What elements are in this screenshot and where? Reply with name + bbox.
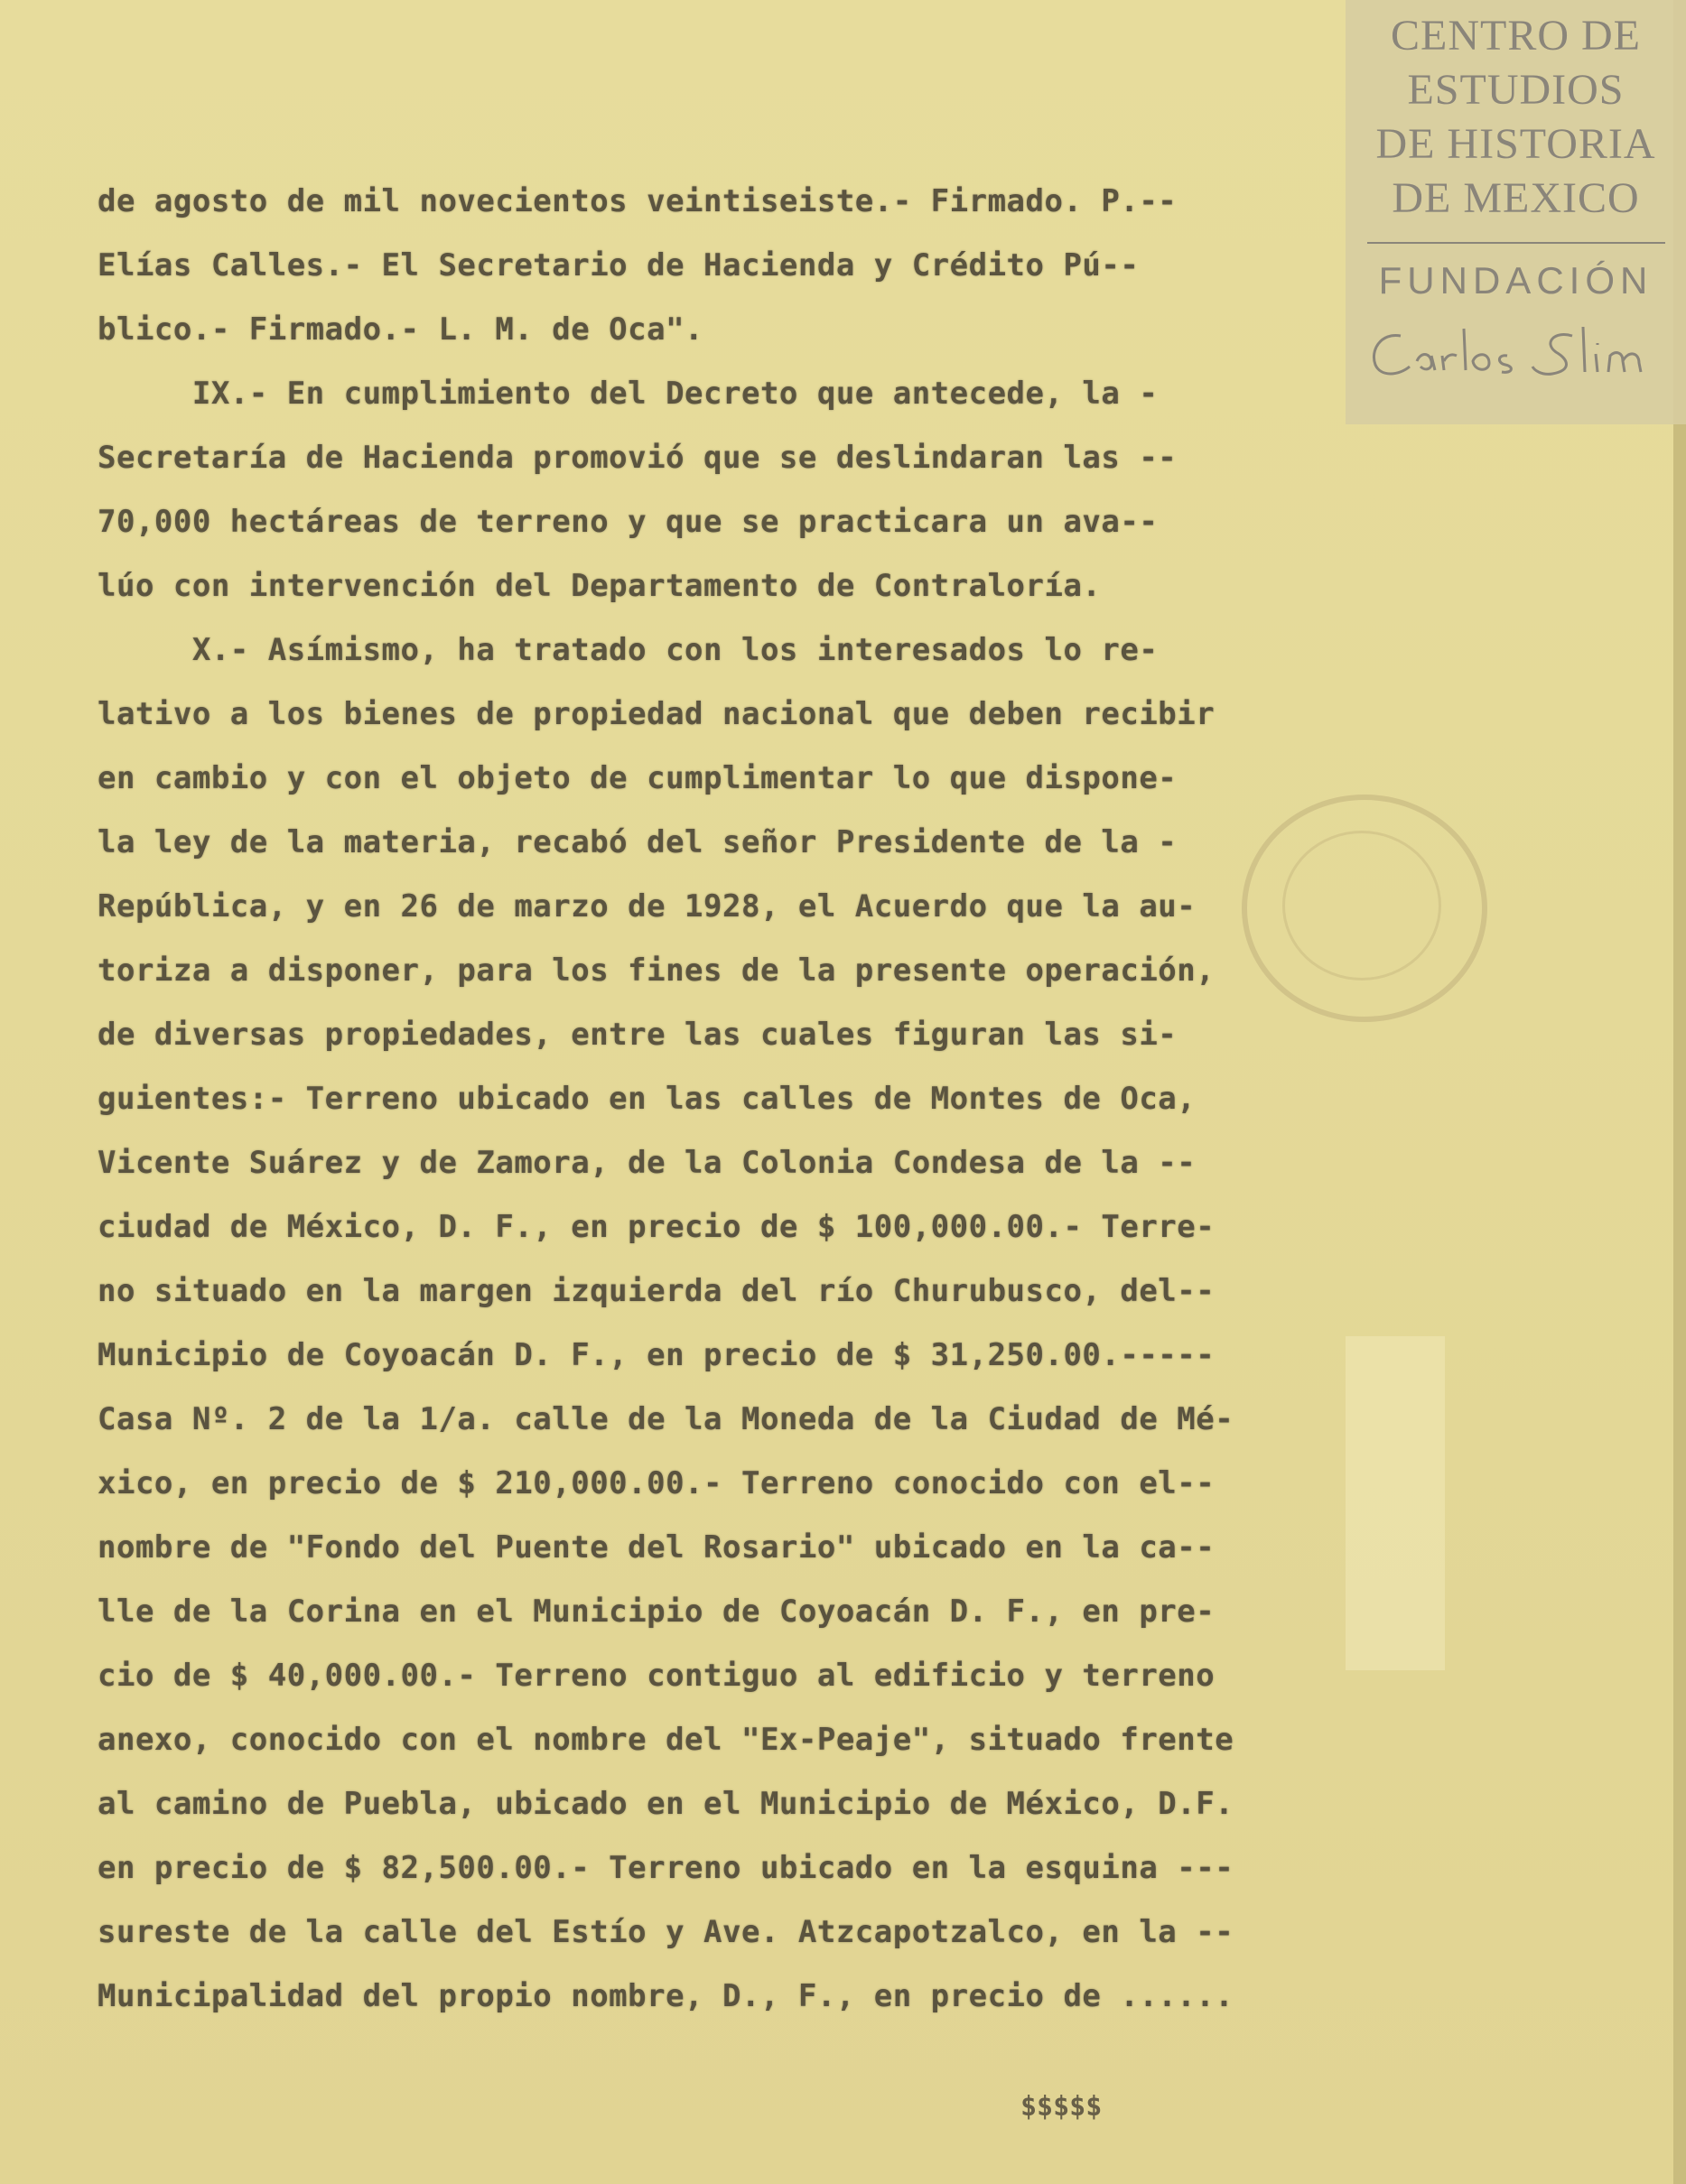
text-line: Secretaría de Hacienda promovió que se deslindaran las --	[98, 440, 1178, 476]
text-line: lle de la Corina en el Municipio de Coyoacán D. F., en pre-	[98, 1594, 1216, 1630]
text-line: Municipio de Coyoacán D. F., en precio de $ 31,250.00.-----	[98, 1337, 1216, 1373]
stamp-bleed-through-inner	[1282, 831, 1441, 980]
text-line: en precio de $ 82,500.00.- Terreno ubicado en la esquina ---	[98, 1850, 1234, 1886]
text-line: al camino de Puebla, ubicado en el Municipio de México, D.F.	[98, 1786, 1234, 1822]
typed-body-text	[98, 170, 1281, 2029]
text-line: no situado en la margen izquierda del río Churubusco, del--	[98, 1273, 1216, 1309]
text-line: Vicente Suárez y de Zamora, de la Colonia Condesa de la --	[98, 1145, 1197, 1181]
text-line: blico.- Firmado.- L. M. de Oca".	[98, 311, 704, 348]
text-line: de agosto de mil novecientos veintiseiste.- Firmado. P.--	[98, 183, 1178, 219]
text-line: Elías Calles.- El Secretario de Hacienda y Crédito Pú--	[98, 247, 1140, 283]
text-line: xico, en precio de $ 210,000.00.- Terreno conocido con el--	[98, 1465, 1216, 1501]
text-line: la ley de la materia, recabó del señor Presidente de la -	[98, 824, 1178, 860]
text-line: cio de $ 40,000.00.- Terreno contiguo al edificio y terreno	[98, 1658, 1216, 1694]
watermark-signature-logo	[1346, 316, 1686, 393]
archive-watermark	[1346, 0, 1686, 424]
watermark-line: ESTUDIOS	[1407, 66, 1625, 114]
watermark-foundation: FUNDACIÓN	[1378, 259, 1653, 302]
text-line: en cambio y con el objeto de cumplimentar lo que dispone-	[98, 760, 1178, 796]
text-line: lúo con intervención del Departamento de Contraloría.	[98, 568, 1102, 604]
text-line: guientes:- Terreno ubicado en las calles de Montes de Oca,	[98, 1081, 1197, 1117]
text-line: anexo, conocido con el nombre del "Ex-Peaje", situado frente	[98, 1722, 1234, 1758]
page-footer-mark: $$$$$	[1020, 2091, 1103, 2123]
text-line: ciudad de México, D. F., en precio de $ 100,000.00.- Terre-	[98, 1209, 1216, 1245]
paper-patch	[1346, 1336, 1445, 1670]
watermark-line: CENTRO DE	[1391, 12, 1641, 60]
watermark-line: DE MEXICO	[1392, 174, 1640, 222]
text-line: nombre de "Fondo del Puente del Rosario" ubicado en la ca--	[98, 1529, 1216, 1566]
watermark-divider	[1367, 242, 1665, 244]
text-line: República, y en 26 de marzo de 1928, el Acuerdo que la au-	[98, 888, 1197, 925]
text-line: sureste de la calle del Estío y Ave. Atzcapotzalco, en la --	[98, 1914, 1234, 1950]
text-line: IX.- En cumplimiento del Decreto que antecede, la -	[98, 376, 1159, 412]
text-line: 70,000 hectáreas de terreno y que se practicara un ava--	[98, 504, 1159, 540]
text-line: Casa Nº. 2 de la 1/a. calle de la Moneda de la Ciudad de Mé-	[98, 1401, 1234, 1437]
text-line: lativo a los bienes de propiedad nacional que deben recibir	[98, 696, 1216, 732]
text-line: X.- Asímismo, ha tratado con los interesados lo re-	[98, 632, 1159, 668]
text-line: toriza a disponer, para los fines de la presente operación,	[98, 953, 1216, 989]
watermark-line: DE HISTORIA	[1375, 120, 1656, 168]
text-line: Municipalidad del propio nombre, D., F., en precio de ......	[98, 1978, 1234, 2014]
text-line: de diversas propiedades, entre las cuales figuran las si-	[98, 1017, 1178, 1053]
